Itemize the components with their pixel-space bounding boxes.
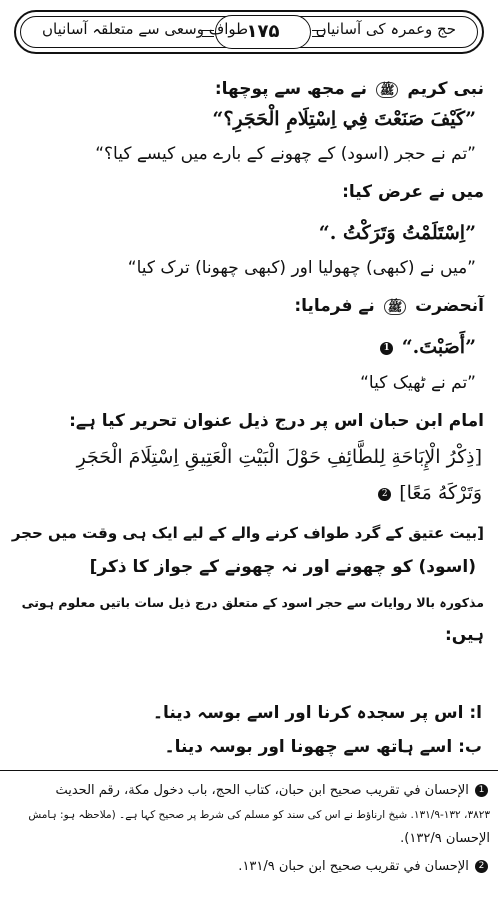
salutation-glyph: ﷺ xyxy=(384,299,407,315)
text-line: مذکورہ بالا روایات سے حجر اسود کے متعلق درج ذیل سات باتیں معلوم ہوتی xyxy=(21,595,484,610)
text-fragment: نے فرمایا: xyxy=(294,296,375,316)
page-number: ۱۷۵ xyxy=(215,15,311,49)
translation-line: ”تم نے ٹھیک کیا“ xyxy=(360,373,476,393)
list-item: ب: اسے ہاتھ سے چھونا اور بوسہ دینا۔ xyxy=(164,737,482,757)
text-line: میں نے عرض کیا: xyxy=(342,182,484,202)
arabic-heading xyxy=(376,480,482,506)
book-title: حج وعمرہ کی آسانیاں xyxy=(315,20,456,38)
text-fragment: نے مجھ سے پوچھا: xyxy=(214,79,368,99)
text-line xyxy=(215,76,484,103)
text-line: امام ابن حبان اس پر درج ذیل عنوان تحریر کیا ہے: xyxy=(69,411,484,431)
text-line: (اسود) کو چھونے اور نہ چھونے کے جواز کا ذکر] xyxy=(89,557,476,577)
footnote-text: الإحسان في تقريب صحيح ابن حبان ۱۳۱/۹. xyxy=(238,859,469,874)
text-fragment: آنحضرت xyxy=(415,296,484,316)
arabic-quote xyxy=(378,334,476,360)
chapter-title: طواف وسعی سے متعلقہ آسانیاں xyxy=(42,20,249,38)
footnote-marker: 2 xyxy=(378,488,391,501)
text-fragment: ”أَصَبْتَ.“ xyxy=(401,336,476,358)
arabic-heading: [ذِكْرُ الْإِبَاحَةِ لِلطَّائِفِ حَوْلَ الْبَيْتِ الْعَتِيقِ اِسْتِلَامَ الْحَجَرِ xyxy=(76,446,482,468)
footnote-text: الإحسان في تقريب صحيح ابن حبان، كتاب الحج، باب دخول مكة، رقم الحديث xyxy=(55,783,469,798)
footnote-marker: 1 xyxy=(380,342,393,355)
arabic-quote: ”اِسْتَلَمْتُ وَتَرَكْتُ .“ xyxy=(318,222,476,244)
footnote-text: ۳۸۲۳، ۱۳۱/۹-۱۳۲. شیخ ارناؤط نے اس کی سند کو مسلم کی شرط پر صحیح کہا ہے۔ (ملاحظہ ہو: ہامش xyxy=(28,809,490,821)
text-line xyxy=(294,293,484,320)
text-fragment: وَتَرْكَهُ مَعًا] xyxy=(399,482,482,504)
footnote-marker: 1 xyxy=(475,784,488,797)
translation-line: ”تم نے حجر (اسود) کے چھونے کے بارے میں کیسے کیا؟“ xyxy=(95,144,476,164)
list-item: ا: اس پر سجدہ کرنا اور اسے بوسہ دینا۔ xyxy=(153,703,482,723)
footnote-divider xyxy=(0,770,498,771)
salutation-glyph: ﷺ xyxy=(376,82,399,98)
footnote-text: الإحسان ۱۳۲/۹). xyxy=(400,831,490,846)
translation-line: ”میں نے (کبھی) چھولیا اور (کبھی چھونا) ترک کیا“ xyxy=(127,258,476,278)
text-line: ہیں: xyxy=(445,625,484,645)
footnote xyxy=(55,780,490,802)
text-fragment: نبی کریم xyxy=(407,79,484,99)
text-line: [بیت عتیق کے گرد طواف کرنے والے کے لیے ایک ہی وقت میں حجر xyxy=(11,524,484,542)
running-header xyxy=(14,10,484,54)
footnote xyxy=(238,856,490,878)
footnote-marker: 2 xyxy=(475,860,488,873)
arabic-quote: ”كَيْفَ صَنَعْتَ فِي اِسْتِلَامِ الْحَجَرِ؟“ xyxy=(212,108,476,130)
